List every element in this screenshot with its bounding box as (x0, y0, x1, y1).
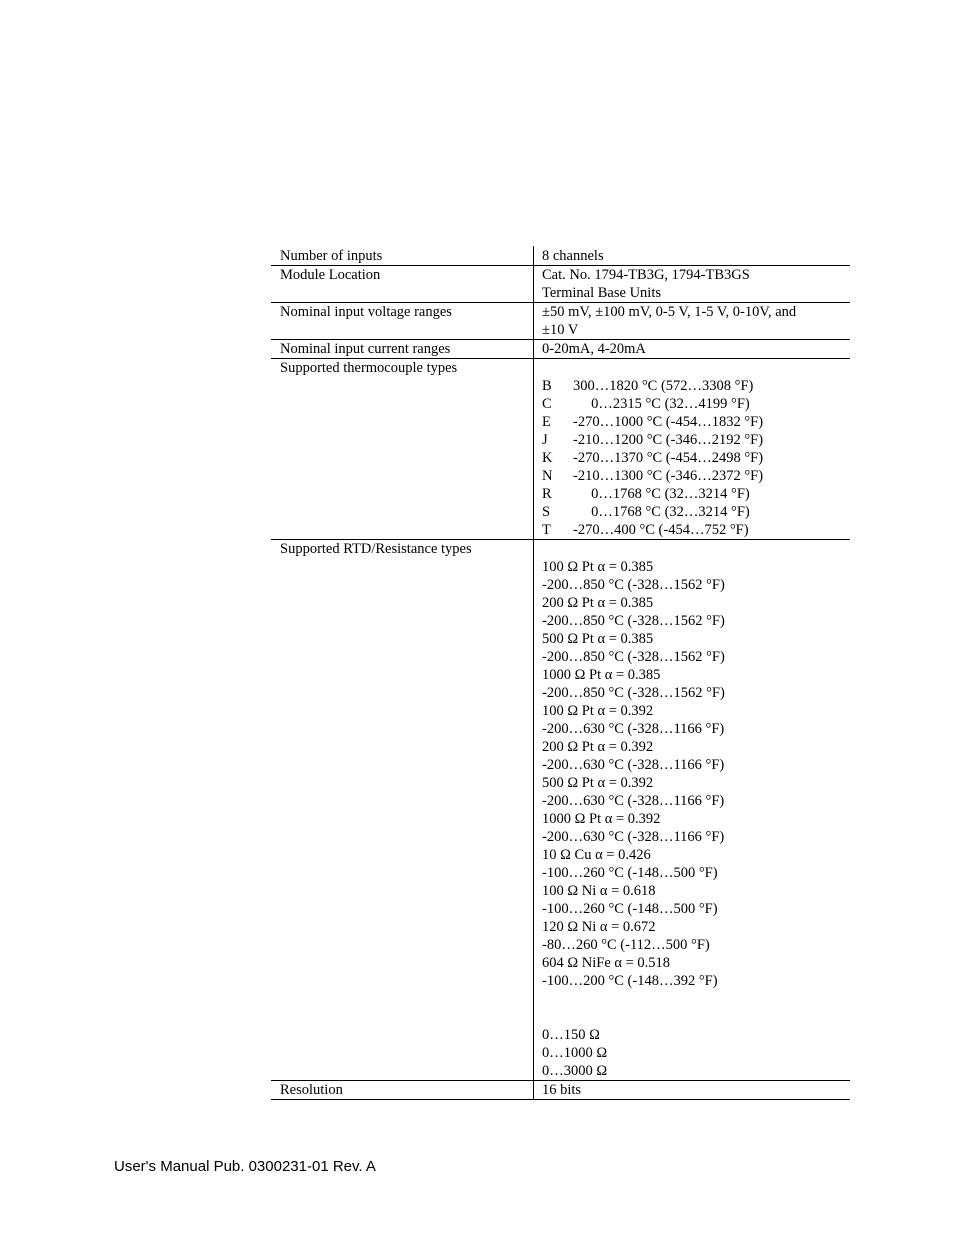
row-label: Supported thermocouple types (271, 359, 534, 540)
table-row-voltage-ranges (271, 303, 850, 340)
thermocouple-code: C (542, 396, 552, 412)
thermocouple-code: N (542, 468, 553, 484)
thermocouple-range: -210…1200 °C (-346…2192 °F) (573, 432, 764, 448)
table-row-thermocouple-types (271, 359, 850, 540)
thermocouple-code: S (542, 504, 551, 520)
thermocouple-range: -270…1370 °C (-454…2498 °F) (573, 450, 764, 466)
thermocouple-range: 0…1768 °C (32…3214 °F) (573, 504, 750, 520)
value-line: Terminal Base Units (542, 285, 661, 301)
rtd-range: -200…630 °C (-328…1166 °F) (542, 721, 725, 737)
rtd-range: -80…260 °C (-112…500 °F) (542, 937, 710, 953)
thermocouple-item (542, 503, 850, 521)
row-value: 16 bits (534, 1081, 851, 1100)
rtd-type: 100 Ω Pt α = 0.392 (542, 703, 654, 719)
thermocouple-range: 300…1820 °C (572…3308 °F) (573, 378, 754, 394)
thermocouple-item (542, 377, 850, 395)
rtd-type: 200 Ω Pt α = 0.385 (542, 595, 654, 611)
row-label: Resolution (271, 1081, 534, 1100)
thermocouple-code: R (542, 486, 552, 502)
row-value: 0-20mA, 4-20mA (534, 340, 851, 359)
row-value: 8 channels (534, 246, 851, 266)
rtd-type: 200 Ω Pt α = 0.392 (542, 739, 654, 755)
rtd-range: -200…850 °C (-328…1562 °F) (542, 577, 725, 593)
rtd-type: 500 Ω Pt α = 0.385 (542, 631, 654, 647)
value-line: ±50 mV, ±100 mV, 0-5 V, 1-5 V, 0-10V, and (542, 304, 797, 320)
resistance-range-list (542, 1026, 850, 1080)
thermocouple-item (542, 413, 850, 431)
rtd-list (542, 558, 850, 990)
rtd-type: 1000 Ω Pt α = 0.392 (542, 811, 661, 827)
resistance-range: 0…150 Ω (542, 1027, 600, 1043)
thermocouple-code: K (542, 450, 553, 466)
table-row-number-of-inputs (271, 246, 850, 266)
rtd-range: -100…260 °C (-148…500 °F) (542, 865, 718, 881)
thermocouple-code: J (542, 432, 548, 448)
row-value (534, 303, 851, 340)
rtd-range: -200…630 °C (-328…1166 °F) (542, 829, 725, 845)
resistance-range: 0…3000 Ω (542, 1063, 608, 1079)
specifications-table (271, 246, 850, 1100)
row-label: Nominal input voltage ranges (271, 303, 534, 340)
thermocouple-range: -210…1300 °C (-346…2372 °F) (573, 468, 764, 484)
thermocouple-item (542, 431, 850, 449)
rtd-type: 500 Ω Pt α = 0.392 (542, 775, 654, 791)
page-footer: User's Manual Pub. 0300231-01 Rev. A (114, 1158, 376, 1175)
rtd-type: 1000 Ω Pt α = 0.385 (542, 667, 661, 683)
rtd-range: -100…200 °C (-148…392 °F) (542, 973, 718, 989)
table-row-module-location (271, 266, 850, 303)
thermocouple-item (542, 449, 850, 467)
table-row-resolution (271, 1081, 850, 1100)
row-label: Nominal input current ranges (271, 340, 534, 359)
value-line: Cat. No. 1794-TB3G, 1794-TB3GS (542, 267, 750, 283)
thermocouple-item (542, 521, 850, 539)
rtd-range: -200…850 °C (-328…1562 °F) (542, 649, 725, 665)
rtd-type: 120 Ω Ni α = 0.672 (542, 919, 656, 935)
spacer (542, 990, 850, 1008)
thermocouple-range: -270…400 °C (-454…752 °F) (573, 522, 749, 538)
rtd-type: 100 Ω Ni α = 0.618 (542, 883, 656, 899)
thermocouple-range: -270…1000 °C (-454…1832 °F) (573, 414, 764, 430)
row-value (534, 540, 851, 1081)
thermocouple-code: T (542, 522, 551, 538)
rtd-range: -200…850 °C (-328…1562 °F) (542, 613, 725, 629)
row-label: Module Location (271, 266, 534, 303)
thermocouple-item (542, 467, 850, 485)
table-row-current-ranges (271, 340, 850, 359)
rtd-range: -200…630 °C (-328…1166 °F) (542, 757, 725, 773)
thermocouple-code: E (542, 414, 551, 430)
rtd-type: 10 Ω Cu α = 0.426 (542, 847, 651, 863)
resistance-range: 0…1000 Ω (542, 1045, 608, 1061)
thermocouple-code: B (542, 378, 552, 394)
rtd-type: 100 Ω Pt α = 0.385 (542, 559, 654, 575)
thermocouple-item (542, 485, 850, 503)
row-value (534, 266, 851, 303)
thermocouple-range: 0…2315 °C (32…4199 °F) (573, 396, 750, 412)
thermocouple-list (542, 377, 850, 539)
rtd-range: -200…630 °C (-328…1166 °F) (542, 793, 725, 809)
row-label: Number of inputs (271, 246, 534, 266)
thermocouple-range: 0…1768 °C (32…3214 °F) (573, 486, 750, 502)
rtd-type: 604 Ω NiFe α = 0.518 (542, 955, 671, 971)
spacer (542, 540, 850, 558)
value-line: ±10 V (542, 322, 579, 338)
row-label: Supported RTD/Resistance types (271, 540, 534, 1081)
spacer (542, 1008, 850, 1026)
rtd-range: -200…850 °C (-328…1562 °F) (542, 685, 725, 701)
rtd-range: -100…260 °C (-148…500 °F) (542, 901, 718, 917)
row-value (534, 359, 851, 540)
thermocouple-item (542, 395, 850, 413)
table-row-rtd-types (271, 540, 850, 1081)
spacer (542, 359, 850, 377)
